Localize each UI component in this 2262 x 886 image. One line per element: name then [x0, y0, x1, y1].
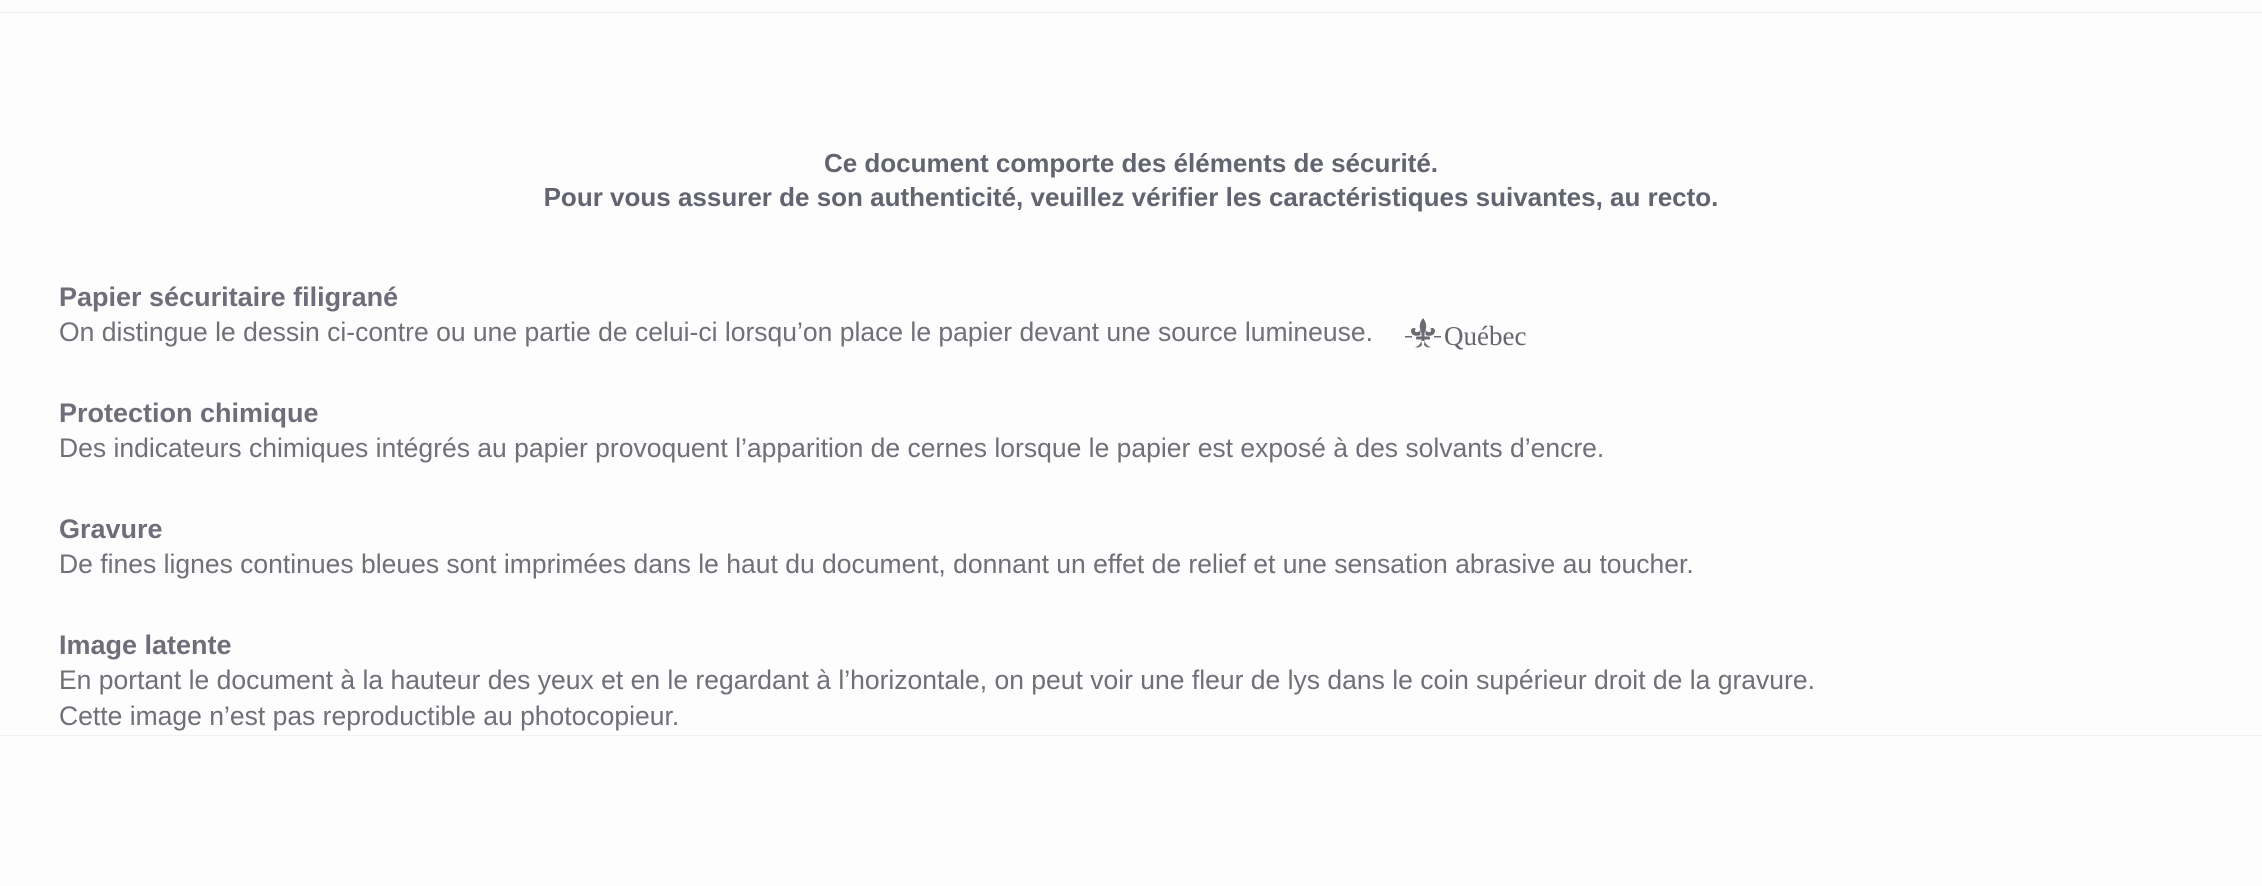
feature-description-line-2: Cette image n’est pas reproductible au photocopieur. — [59, 701, 680, 731]
quebec-logo-text: Québec — [1444, 321, 1527, 351]
feature-title: Papier sécuritaire filigrané — [59, 282, 399, 312]
scan-artifact — [0, 12, 2262, 13]
feature-description-text: On distingue le dessin ci-contre ou une partie de celui-ci lorsqu’on place le papier devant une source lumineuse. — [59, 317, 1374, 347]
feature-description: De fines lignes continues bleues sont imprimées dans le haut du document, donnant un effet de relief et une sensation abrasive au toucher. — [59, 549, 1694, 579]
feature-description — [59, 314, 2239, 354]
header-line-2: Pour vous assurer de son authenticité, veuillez vérifier les caractéristiques suivantes, au recto. — [543, 182, 1719, 212]
feature-title: Image latente — [59, 630, 232, 660]
feature-latent-image — [59, 628, 2239, 734]
feature-watermark-paper — [59, 280, 2239, 354]
feature-engraving — [59, 512, 2239, 582]
security-notice-header — [0, 146, 2262, 214]
feature-title: Protection chimique — [59, 398, 319, 428]
scan-artifact — [0, 735, 2262, 736]
feature-chemical-protection — [59, 396, 2239, 466]
header-line-1: Ce document comporte des éléments de sécurité. — [823, 148, 1439, 178]
feature-description: En portant le document à la hauteur des yeux et en le regardant à l’horizontale, on peut voir une fleur de lys dans le coin supérieur droit de la gravure. — [59, 665, 1815, 695]
feature-title: Gravure — [59, 514, 163, 544]
fleur-de-lys-icon — [1403, 314, 1443, 354]
feature-description: Des indicateurs chimiques intégrés au papier provoquent l’apparition de cernes lorsque le papier est exposé à des solvants d’encre. — [59, 433, 1605, 463]
quebec-logo — [1403, 314, 1526, 354]
